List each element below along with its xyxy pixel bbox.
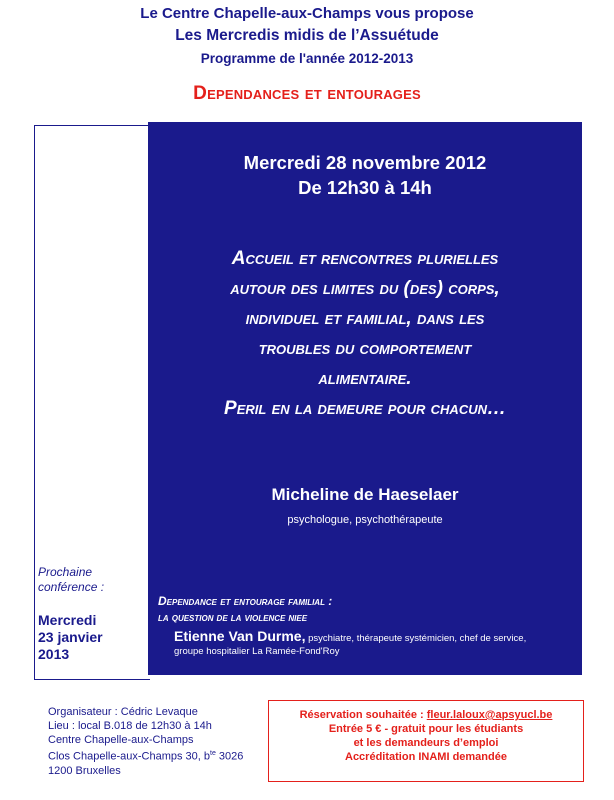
speaker-name: Micheline de Haeselaer [271, 485, 459, 504]
reservation-email-link[interactable]: fleur.laloux@apsyucl.be [426, 709, 553, 721]
next-conference-subtitle: la question de la violence niee [158, 612, 308, 624]
session-title-line: Accueil et rencontres plurielles [231, 248, 499, 269]
session-title-line: individuel et familial, dans les [245, 308, 485, 329]
session-title-line: Peril en la demeure pour chacun… [224, 398, 506, 419]
next-speaker-line [174, 628, 526, 644]
reservation-box [268, 700, 584, 782]
session-date: Mercredi 28 novembre 2012 [243, 152, 487, 173]
next-date-line: Mercredi [38, 612, 97, 628]
organizer-info [48, 705, 243, 778]
reservation-line [269, 708, 583, 722]
session-title [148, 244, 582, 424]
next-conference-title: Dependance et entourage familial : [158, 594, 333, 608]
next-speaker-name: Etienne Van Durme, [174, 628, 306, 644]
presenter-line: Le Centre Chapelle-aux-Champs vous propose [140, 5, 474, 22]
next-speaker-place: groupe hospitalier La Ramée-Fond'Roy [174, 646, 340, 657]
theme-title: Dependances et entourages [193, 83, 421, 104]
organizer-line: 1200 Bruxelles [48, 764, 121, 777]
organizer-address [48, 747, 243, 764]
next-speaker-role: psychiatre, thérapeute systémicien, chef de service, [308, 633, 527, 644]
next-label-line: conférence : [38, 580, 105, 594]
organizer-line: Lieu : local B.018 de 12h30 à 14h [48, 720, 212, 732]
address-prefix: Clos Chapelle-aux-Champs 30, b [48, 750, 211, 763]
session-panel [148, 122, 582, 675]
session-time: De 12h30 à 14h [298, 177, 432, 198]
session-title-line: autour des limites du (des) corps, [230, 278, 500, 299]
next-conference-label [38, 565, 104, 595]
organizer-line: Centre Chapelle-aux-Champs [48, 734, 194, 746]
next-conference-date [38, 612, 103, 663]
next-date-line: 2013 [38, 646, 70, 662]
programme-year: Programme de l'année 2012-2013 [200, 51, 414, 66]
reservation-accreditation: Accréditation INAMI demandée [345, 751, 507, 763]
next-label-line: Prochaine [38, 565, 93, 579]
organizer-line: Organisateur : Cédric Levaque [48, 706, 198, 718]
reservation-price-note: et les demandeurs d’emploi [353, 737, 499, 749]
reservation-price: Entrée 5 € - gratuit pour les étudiants [328, 723, 524, 735]
session-title-line: alimentaire. [318, 368, 412, 389]
next-date-line: 23 janvier [38, 629, 103, 645]
series-title: Les Mercredis midis de l’Assuétude [175, 27, 439, 44]
left-sidebar-frame [34, 125, 150, 680]
address-suffix: 3026 [215, 750, 244, 763]
session-title-line: troubles du comportement [258, 338, 472, 359]
reservation-label: Réservation souhaitée : [299, 709, 427, 721]
speaker-role: psychologue, psychothérapeute [287, 514, 443, 526]
address-sup: te [210, 750, 216, 757]
